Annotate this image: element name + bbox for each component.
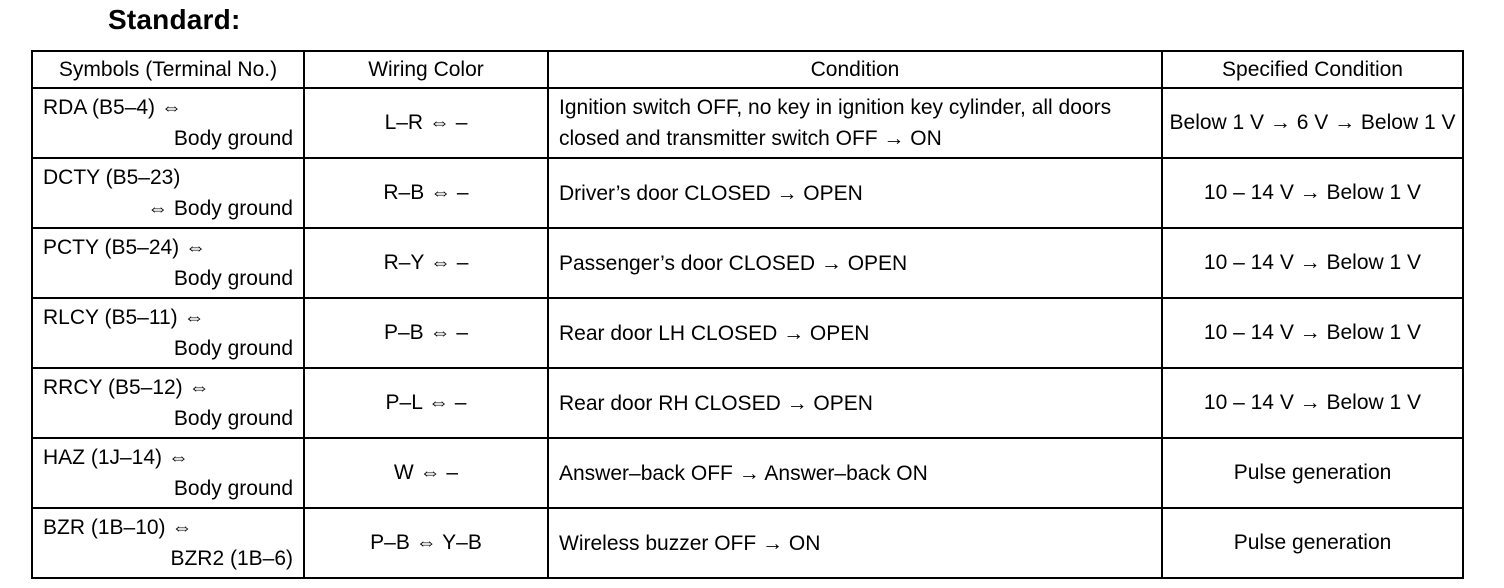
symbol-ground: Body ground bbox=[173, 337, 293, 360]
symbol-cell bbox=[32, 508, 304, 578]
symbol-terminal: RLCY (B5–11) ⇔ bbox=[43, 306, 205, 329]
symbol-terminal: BZR (1B–10) ⇔ bbox=[43, 516, 193, 539]
table-row bbox=[32, 228, 1463, 298]
wiring-color-cell: R–B ⇔ – bbox=[304, 158, 548, 228]
standard-spec-table bbox=[31, 50, 1464, 579]
condition-cell: Ignition switch OFF, no key in ignition key cylinder, all doors closed and transmitter switch OFF → ON bbox=[548, 88, 1162, 158]
symbol-terminal: DCTY (B5–23) bbox=[43, 166, 181, 189]
specified-condition-cell: 10 – 14 V → Below 1 V bbox=[1162, 368, 1463, 438]
specified-condition-cell: Pulse generation bbox=[1162, 438, 1463, 508]
symbol-cell bbox=[32, 298, 304, 368]
condition-cell: Wireless buzzer OFF → ON bbox=[548, 508, 1162, 578]
specified-condition-cell: Below 1 V → 6 V → Below 1 V bbox=[1162, 88, 1463, 158]
page-heading: Standard: bbox=[108, 4, 241, 35]
symbol-ground: ⇔ Body ground bbox=[147, 197, 293, 220]
wiring-color-cell: W ⇔ – bbox=[304, 438, 548, 508]
symbol-cell bbox=[32, 438, 304, 508]
symbol-cell bbox=[32, 158, 304, 228]
symbol-ground: BZR2 (1B–6) bbox=[170, 547, 293, 570]
specified-condition-cell: 10 – 14 V → Below 1 V bbox=[1162, 228, 1463, 298]
symbol-ground: Body ground bbox=[173, 127, 293, 150]
wiring-color-cell: P–B ⇔ Y–B bbox=[304, 508, 548, 578]
wiring-color-cell: P–B ⇔ – bbox=[304, 298, 548, 368]
table-row bbox=[32, 298, 1463, 368]
specified-condition-cell: Pulse generation bbox=[1162, 508, 1463, 578]
column-header-specified-condition: Specified Condition bbox=[1162, 51, 1463, 88]
specified-condition-cell: 10 – 14 V → Below 1 V bbox=[1162, 158, 1463, 228]
condition-cell: Passenger’s door CLOSED → OPEN bbox=[548, 228, 1162, 298]
table-row bbox=[32, 88, 1463, 158]
condition-cell: Answer–back OFF → Answer–back ON bbox=[548, 438, 1162, 508]
column-header-condition: Condition bbox=[548, 51, 1162, 88]
symbol-terminal: PCTY (B5–24) ⇔ bbox=[43, 236, 207, 259]
symbol-cell bbox=[32, 368, 304, 438]
table-row bbox=[32, 438, 1463, 508]
wiring-color-cell: R–Y ⇔ – bbox=[304, 228, 548, 298]
symbol-terminal: HAZ (1J–14) ⇔ bbox=[43, 446, 189, 469]
symbol-ground: Body ground bbox=[173, 407, 293, 430]
table-header-row bbox=[32, 51, 1463, 88]
column-header-symbols: Symbols (Terminal No.) bbox=[32, 51, 304, 88]
condition-cell: Rear door LH CLOSED → OPEN bbox=[548, 298, 1162, 368]
symbol-cell bbox=[32, 228, 304, 298]
wiring-color-cell: P–L ⇔ – bbox=[304, 368, 548, 438]
condition-cell: Driver’s door CLOSED → OPEN bbox=[548, 158, 1162, 228]
symbol-terminal: RDA (B5–4) ⇔ bbox=[43, 96, 182, 119]
specified-condition-cell: 10 – 14 V → Below 1 V bbox=[1162, 298, 1463, 368]
symbol-ground: Body ground bbox=[173, 267, 293, 290]
table-row bbox=[32, 368, 1463, 438]
symbol-cell bbox=[32, 88, 304, 158]
table-row bbox=[32, 158, 1463, 228]
symbol-ground: Body ground bbox=[173, 477, 293, 500]
wiring-color-cell: L–R ⇔ – bbox=[304, 88, 548, 158]
table-row bbox=[32, 508, 1463, 578]
symbol-terminal: RRCY (B5–12) ⇔ bbox=[43, 376, 210, 399]
column-header-wiring-color: Wiring Color bbox=[304, 51, 548, 88]
condition-cell: Rear door RH CLOSED → OPEN bbox=[548, 368, 1162, 438]
